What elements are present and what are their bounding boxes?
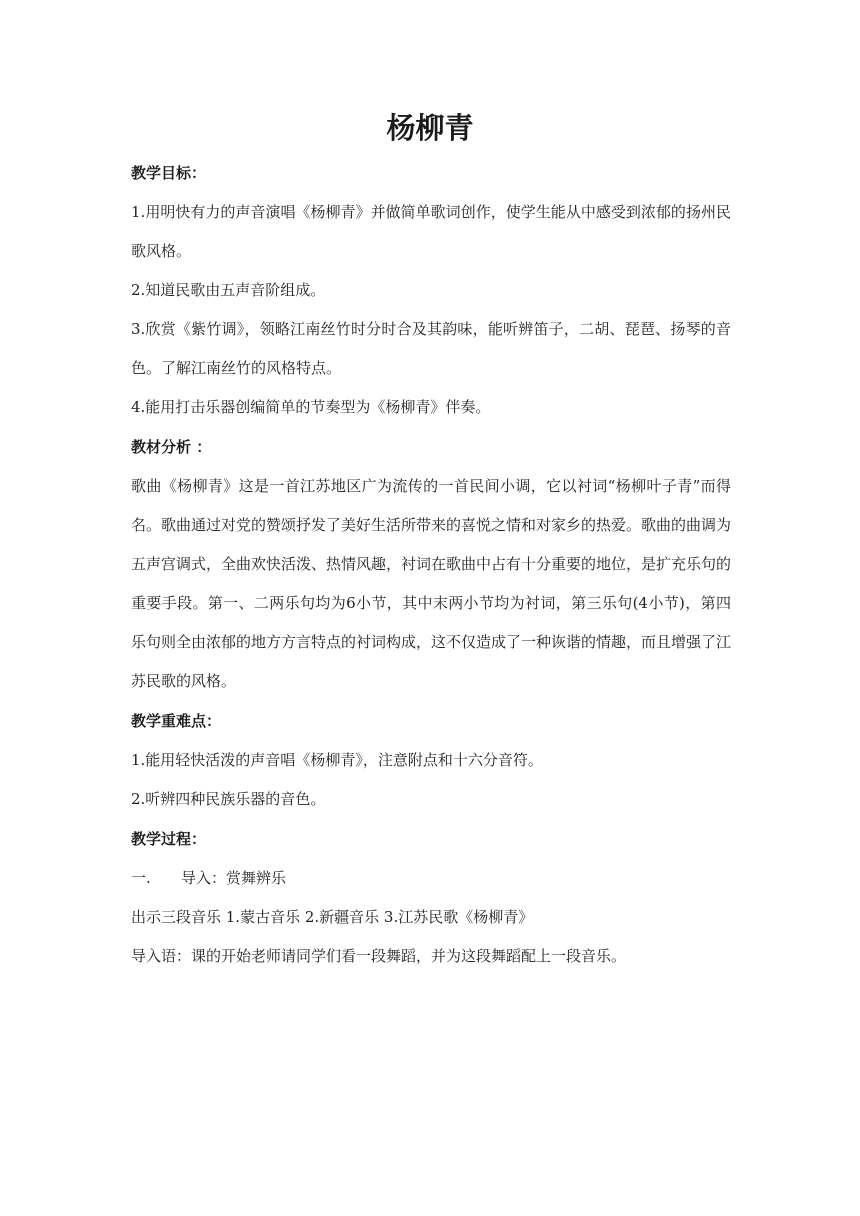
process-step-text: 导入：赏舞辨乐 bbox=[181, 869, 287, 887]
process-heading: 教学过程： bbox=[131, 830, 207, 848]
objective-item: 3.欣赏《紫竹调》，领略江南丝竹时分时合及其韵味，能听辨笛子，二胡、琵琶、扬琴的音色。了解江南丝竹的风格特点。 bbox=[131, 320, 731, 377]
document-body bbox=[131, 156, 731, 976]
intro-line: 导入语：课的开始老师请同学们看一段舞蹈，并为这段舞蹈配上一段音乐。 bbox=[131, 947, 627, 965]
music-line: 出示三段音乐 1.蒙古音乐 2.新疆音乐 3.江苏民歌《杨柳青》 bbox=[131, 908, 534, 926]
analysis-paragraph: 歌曲《杨柳青》这是一首江苏地区广为流传的一首民间小调，它以衬词“杨柳叶子青”而得名。歌曲通过对党的赞颂抒发了美好生活所带来的喜悦之情和对家乡的热爱。歌曲的曲调为五声宫调式，全曲欢快活泼、热情风趣，衬词在歌曲中占有十分重要的地位，是扩充乐句的重要手段。第一、二两乐句均为6小节，其中末两小节均为衬词，第三乐句(4小节)，第四乐句则全由浓郁的地方方言特点的衬词构成，这不仅造成了一种诙谐的情趣，而且增强了江苏民歌的风格。 bbox=[131, 477, 732, 690]
key-point-item: 2.听辨四种民族乐器的音色。 bbox=[131, 790, 326, 808]
process-step bbox=[131, 859, 731, 898]
objective-item: 2.知道民歌由五声音阶组成。 bbox=[131, 281, 326, 299]
key-point-item: 1.能用轻快活泼的声音唱《杨柳青》，注意附点和十六分音符。 bbox=[131, 751, 543, 769]
process-step-number: 一. bbox=[131, 869, 151, 887]
objective-item: 1.用明快有力的声音演唱《杨柳青》并做简单歌词创作，使学生能从中感受到浓郁的扬州民歌风格。 bbox=[131, 203, 731, 260]
document-title: 杨柳青 bbox=[386, 111, 474, 145]
analysis-heading: 教材分析 ： bbox=[131, 438, 212, 456]
objectives-heading: 教学目标： bbox=[131, 164, 207, 182]
objective-item: 4.能用打击乐器创编简单的节奏型为《杨柳青》伴奏。 bbox=[131, 398, 491, 416]
key-points-heading: 教学重难点： bbox=[131, 712, 222, 730]
